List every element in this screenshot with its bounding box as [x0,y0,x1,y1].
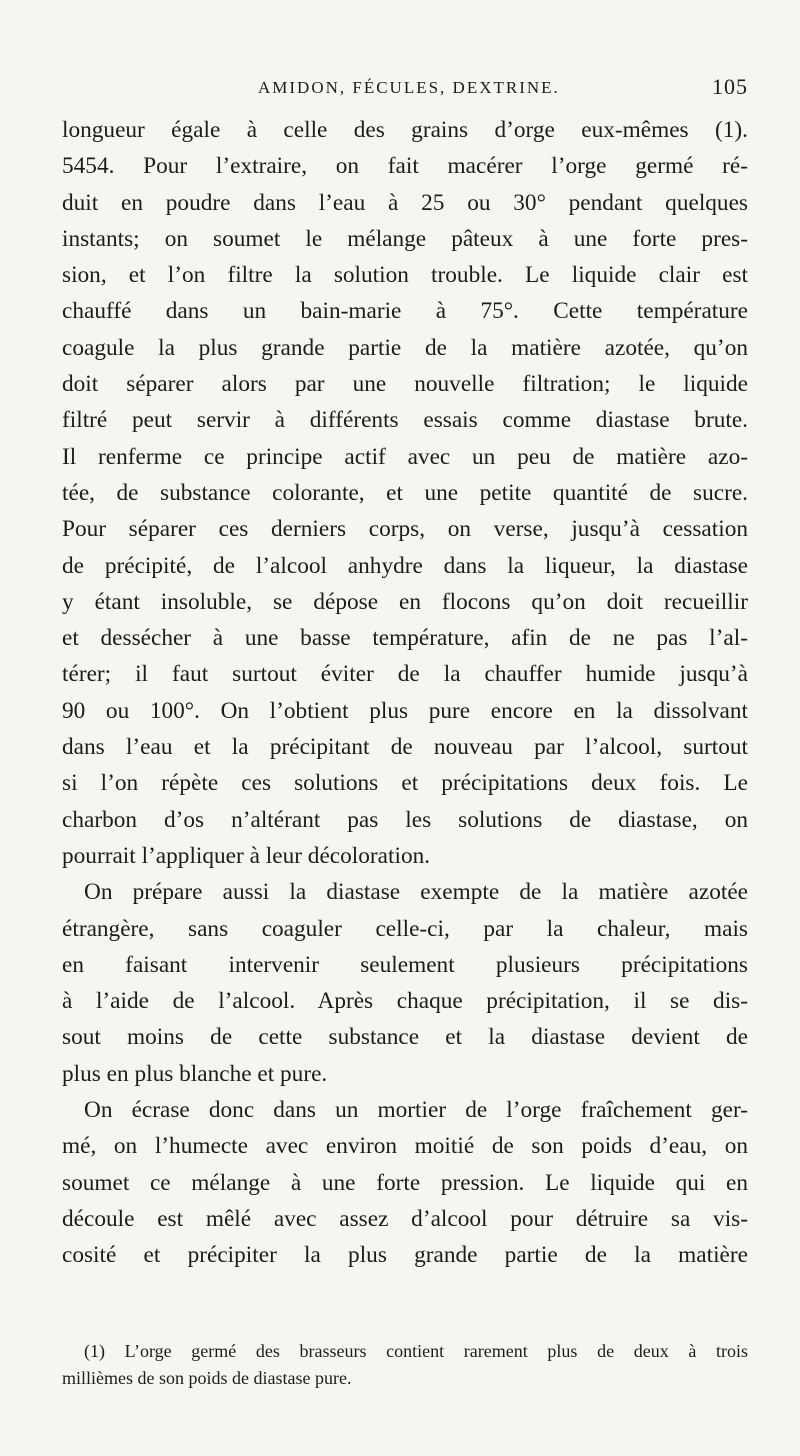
text-line: On prépare aussi la diastase exempte de la matière azotée [84,879,748,906]
text-line: 5454. Pour l’extraire, on fait macérer l’orge germé ré- [62,153,748,180]
text-line: plus en plus blanche et pure. [62,1060,328,1087]
body-text [62,112,748,1274]
text-line: coagule la plus grande partie de la matière azotée, qu’on [62,334,748,361]
text-line: On écrase donc dans un mortier de l’orge fraîchement ger- [84,1097,748,1124]
text-line: chauffé dans un bain-marie à 75°. Cette température [62,298,748,325]
text-line: y étant insoluble, se dépose en flocons qu’on doit recueillir [62,588,748,615]
running-head [258,74,748,104]
text-line: mé, on l’humecte avec environ moitié de son poids d’eau, on [62,1133,748,1160]
text-line: duit en poudre dans l’eau à 25 ou 30° pendant quelques [62,189,748,216]
text-line: sion, et l’on filtre la solution trouble. Le liquide clair est [62,262,748,289]
footnote-line: millièmes de son poids de diastase pure. [62,1368,352,1388]
text-line: térer; il faut surtout éviter de la chauffer humide jusqu’à [62,661,748,688]
text-line: à l’aide de l’alcool. Après chaque précipitation, il se dis- [62,988,748,1015]
text-line: instants; on soumet le mélange pâteux à une forte pres- [62,225,748,252]
page-number: 105 [712,74,748,99]
text-line: pourrait l’appliquer à leur décoloration. [62,842,431,869]
text-line: de précipité, de l’alcool anhydre dans la liqueur, la diastase [62,552,748,579]
text-line: si l’on répète ces solutions et précipitations deux fois. Le [62,770,748,797]
text-line: cosité et précipiter la plus grande partie de la matière [62,1242,748,1269]
text-line: en faisant intervenir seulement plusieurs précipitations [62,951,748,978]
text-line: Pour séparer ces derniers corps, on verse, jusqu’à cessation [62,516,748,543]
text-line: longueur égale à celle des grains d’orge eux-mêmes (1). [62,117,748,143]
footnote [62,1338,748,1392]
text-line: Il renferme ce principe actif avec un peu de matière azo- [62,443,748,470]
text-line: filtré peut servir à différents essais comme diastase brute. [62,407,748,434]
text-line: dans l’eau et la précipitant de nouveau par l’alcool, surtout [62,734,748,761]
text-line: charbon d’os n’altérant pas les solutions de diastase, on [62,806,748,833]
text-line: soumet ce mélange à une forte pression. Le liquide qui en [62,1169,748,1196]
text-line: doit séparer alors par une nouvelle filtration; le liquide [62,371,748,398]
running-title: AMIDON, FÉCULES, DEXTRINE. [258,78,560,97]
text-line: 90 ou 100°. On l’obtient plus pure encore en la dissolvant [62,697,748,724]
text-line: découle est mêlé avec assez d’alcool pour détruire sa vis- [62,1205,748,1232]
text-line: tée, de substance colorante, et une petite quantité de sucre. [62,479,748,506]
text-line: sout moins de cette substance et la diastase devient de [62,1024,748,1051]
text-line: et dessécher à une basse température, afin de ne pas l’al- [62,625,748,652]
footnote-line: (1) L’orge germé des brasseurs contient rarement plus de deux à trois [84,1341,748,1361]
text-line: étrangère, sans coaguler celle-ci, par la chaleur, mais [62,915,748,942]
